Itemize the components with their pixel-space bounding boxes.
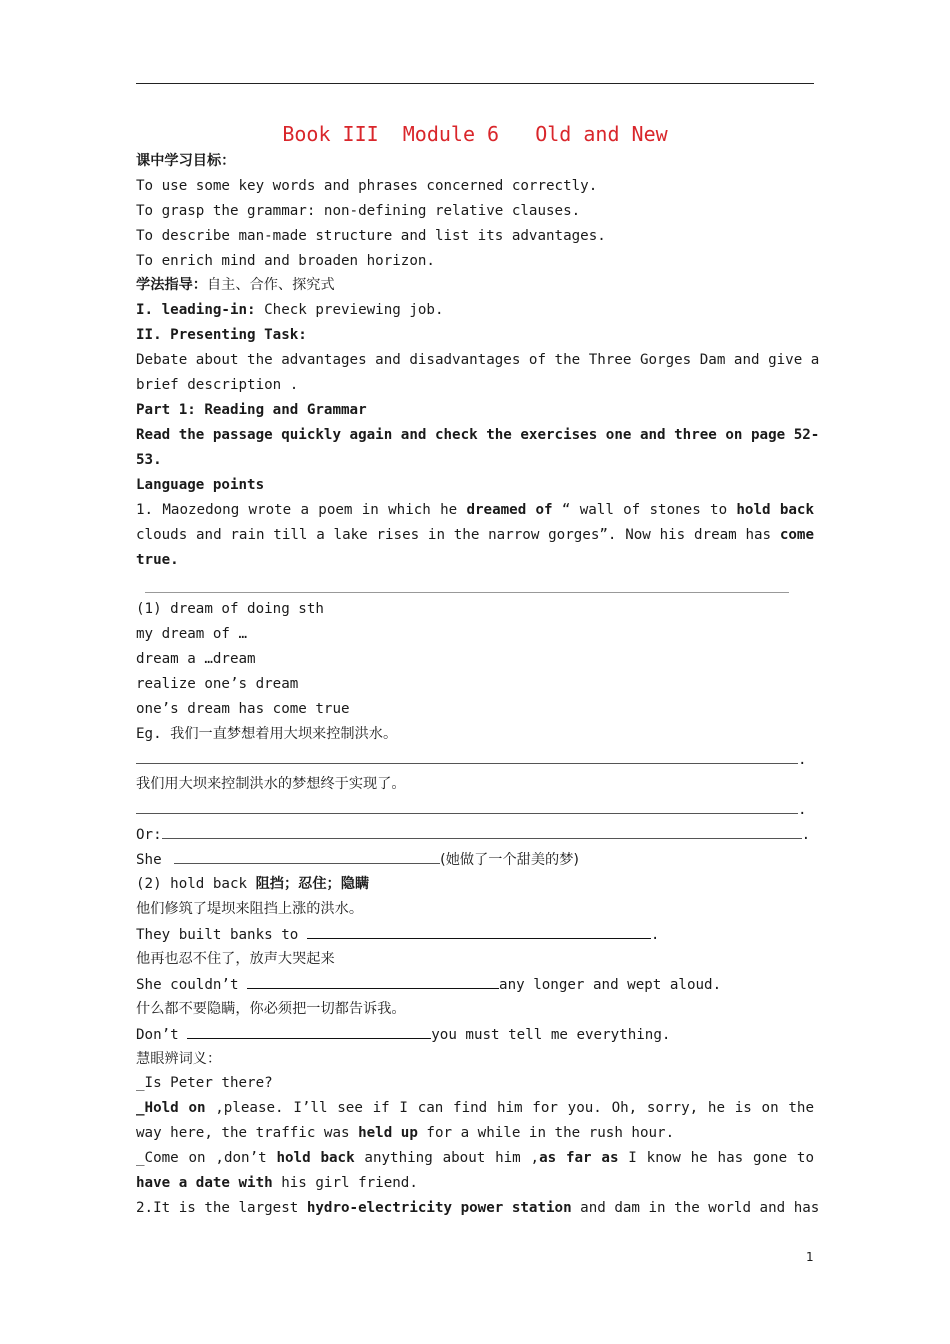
example-line bbox=[136, 725, 814, 743]
text-run: any longer and wept aloud. bbox=[499, 977, 722, 993]
chinese-sentence: 我们一直梦想着用大坝来控制洪水。 bbox=[170, 726, 398, 742]
fill-blank-she[interactable] bbox=[136, 850, 814, 869]
goal-item: To enrich mind and broaden horizon. bbox=[136, 253, 435, 269]
key-phrase: come bbox=[779, 527, 814, 543]
blank-line[interactable] bbox=[307, 925, 651, 939]
distinguish-heading: 慧眼辨词义： bbox=[136, 1051, 222, 1067]
text-run: 1. Maozedong wrote a poem in which he bbox=[136, 502, 467, 518]
leadin-label: I. leading-in: bbox=[136, 302, 256, 318]
dream-usage: my dream of … bbox=[136, 626, 248, 642]
point1-line bbox=[136, 501, 814, 519]
dialogue-line bbox=[136, 1099, 814, 1117]
language-points-heading: Language points bbox=[136, 477, 265, 493]
point2-line bbox=[136, 1199, 820, 1217]
key-phrase: hold back bbox=[736, 502, 814, 518]
fill-blank-banks[interactable]: They built banks to . bbox=[136, 927, 660, 943]
leadin-text: Check previewing job. bbox=[255, 302, 444, 318]
chinese-sentence: 我们用大坝来控制洪水的梦想终于实现了。 bbox=[136, 776, 406, 792]
method-text: 自主、合作、探究式 bbox=[206, 277, 335, 293]
dialogue-line: _Is Peter there? bbox=[136, 1075, 273, 1091]
fill-blank[interactable]: . bbox=[136, 750, 814, 769]
blank-line[interactable] bbox=[162, 825, 802, 839]
text-run: clouds and rain till a lake rises in the narrow gorges”. Now his dream has bbox=[136, 527, 780, 543]
text-run: way here, the traffic was bbox=[136, 1125, 359, 1141]
text-run: I know he has gone to bbox=[618, 1150, 815, 1166]
goal-item: To use some key words and phrases concerned correctly. bbox=[136, 178, 598, 194]
dream-usage: (1) dream of doing sth bbox=[136, 601, 324, 617]
text-run: _Come on ,don’t bbox=[136, 1150, 277, 1166]
blank-line[interactable] bbox=[247, 975, 499, 989]
read-instruction: 53. bbox=[136, 452, 162, 468]
fill-blank-cry[interactable] bbox=[136, 975, 814, 994]
meaning: 阻挡；忍住；隐瞒 bbox=[255, 876, 370, 892]
text-run: anything about him , bbox=[354, 1150, 540, 1166]
page-title: Book III Module 6 Old and New bbox=[282, 122, 668, 146]
key-phrase: have a date with bbox=[136, 1175, 273, 1191]
key-phrase: _Hold on bbox=[136, 1100, 206, 1116]
dialogue-line bbox=[136, 1174, 814, 1192]
text-run: (2) hold back bbox=[136, 876, 256, 892]
goal-item: To describe man-made structure and list its advantages. bbox=[136, 228, 606, 244]
blank-line[interactable] bbox=[174, 850, 440, 864]
text-run: and dam in the world and has bbox=[571, 1200, 820, 1216]
debate-line: Debate about the advantages and disadvantages of the Three Gorges Dam and give a bbox=[136, 352, 820, 368]
method-line bbox=[136, 276, 814, 294]
fill-blank[interactable]: . bbox=[136, 800, 814, 819]
leadin-line bbox=[136, 301, 814, 319]
dialogue-line bbox=[136, 1124, 814, 1142]
key-phrase: as far as bbox=[539, 1150, 619, 1166]
she-label: She bbox=[136, 852, 171, 868]
blank-line[interactable] bbox=[136, 750, 798, 764]
goal-item: To grasp the grammar: non-defining relative clauses. bbox=[136, 203, 581, 219]
part1-heading: Part 1: Reading and Grammar bbox=[136, 402, 367, 418]
blank-line[interactable] bbox=[136, 800, 798, 814]
chinese-sentence: 他再也忍不住了，放声大哭起来 bbox=[136, 951, 335, 967]
dialogue-line bbox=[136, 1149, 814, 1167]
text-run: his girl friend. bbox=[272, 1175, 418, 1191]
header-rule bbox=[136, 83, 814, 84]
key-phrase: hold back bbox=[276, 1150, 355, 1166]
goals-heading: 课中学习目标： bbox=[136, 153, 236, 169]
eg-label: Eg. bbox=[136, 726, 171, 742]
page-number: 1 bbox=[806, 1250, 814, 1264]
fill-blank-or[interactable]: Or: . bbox=[136, 827, 811, 843]
text-run: Don’t bbox=[136, 1027, 188, 1043]
text-run: for a while in the rush hour. bbox=[417, 1125, 675, 1141]
text-run: ,please. I’ll see if I can find him for you. Oh, sorry, he is on the bbox=[205, 1100, 814, 1116]
answer-line bbox=[145, 592, 789, 593]
point1-line: true. bbox=[136, 552, 179, 568]
method-label: 学法指导： bbox=[136, 277, 207, 293]
chinese-sentence: 他们修筑了堤坝来阻挡上涨的洪水。 bbox=[136, 901, 364, 917]
key-phrase: dreamed of bbox=[466, 502, 553, 518]
text-run: “ wall of stones to bbox=[552, 502, 737, 518]
text-run: They built banks to bbox=[136, 927, 307, 943]
text-run: She couldn’t bbox=[136, 977, 248, 993]
blank-line[interactable] bbox=[187, 1025, 431, 1039]
fill-blank-hide[interactable] bbox=[136, 1025, 814, 1044]
key-phrase: hydro-electricity power station bbox=[306, 1200, 572, 1216]
debate-line: brief description . bbox=[136, 377, 299, 393]
point1-line bbox=[136, 526, 814, 544]
chinese-hint: (她做了一个甜美的梦) bbox=[440, 852, 579, 868]
dream-usage: dream a …dream bbox=[136, 651, 256, 667]
or-label: Or: bbox=[136, 827, 162, 843]
dream-usage: realize one’s dream bbox=[136, 676, 299, 692]
key-phrase: held up bbox=[358, 1125, 418, 1141]
chinese-sentence: 什么都不要隐瞒，你必须把一切都告诉我。 bbox=[136, 1001, 406, 1017]
text-run: you must tell me everything. bbox=[431, 1027, 671, 1043]
text-run: 2.It is the largest bbox=[136, 1200, 307, 1216]
read-instruction: Read the passage quickly again and check the exercises one and three on page 52- bbox=[136, 427, 820, 443]
dream-usage: one’s dream has come true bbox=[136, 701, 350, 717]
presenting-heading: II. Presenting Task: bbox=[136, 327, 307, 343]
hold-back-heading bbox=[136, 875, 814, 893]
